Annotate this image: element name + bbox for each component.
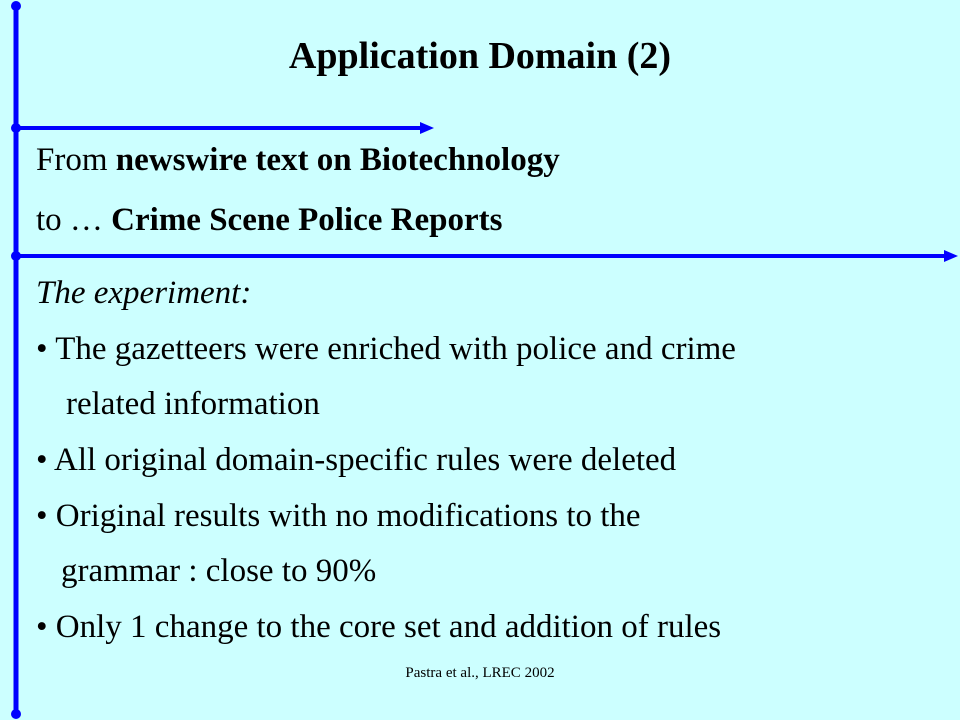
bullet-item: • Original results with no modifications to the — [36, 498, 641, 534]
intro-line-2-prefix: to … — [36, 202, 112, 238]
intro-line-2-bold: Crime Scene Police Reports — [111, 202, 503, 238]
arrowhead-upper-icon — [420, 122, 434, 134]
experiment-heading: The experiment: — [36, 275, 252, 311]
bullet-item: • Only 1 change to the core set and addition of rules — [36, 609, 722, 645]
arrowhead-lower-icon — [944, 250, 958, 262]
bullet-item: • The gazetteers were enriched with police and crime — [36, 331, 736, 367]
footer-citation: Pastra et al., LREC 2002 — [405, 665, 555, 681]
slide-title: Application Domain (2) — [288, 35, 672, 77]
bullet-item: • All original domain-specific rules were deleted — [36, 442, 677, 478]
intro-line-1-bold: newswire text on Biotechnology — [115, 142, 560, 178]
intro-line-1 — [36, 142, 560, 179]
intro-line-1-prefix: From — [36, 142, 116, 178]
intro-line-2 — [36, 202, 502, 239]
bullet-continuation: grammar : close to 90% — [61, 553, 377, 589]
rule-dot-bottom — [11, 709, 21, 719]
rule-dot-top — [11, 1, 21, 11]
bullet-continuation: related information — [66, 386, 320, 422]
